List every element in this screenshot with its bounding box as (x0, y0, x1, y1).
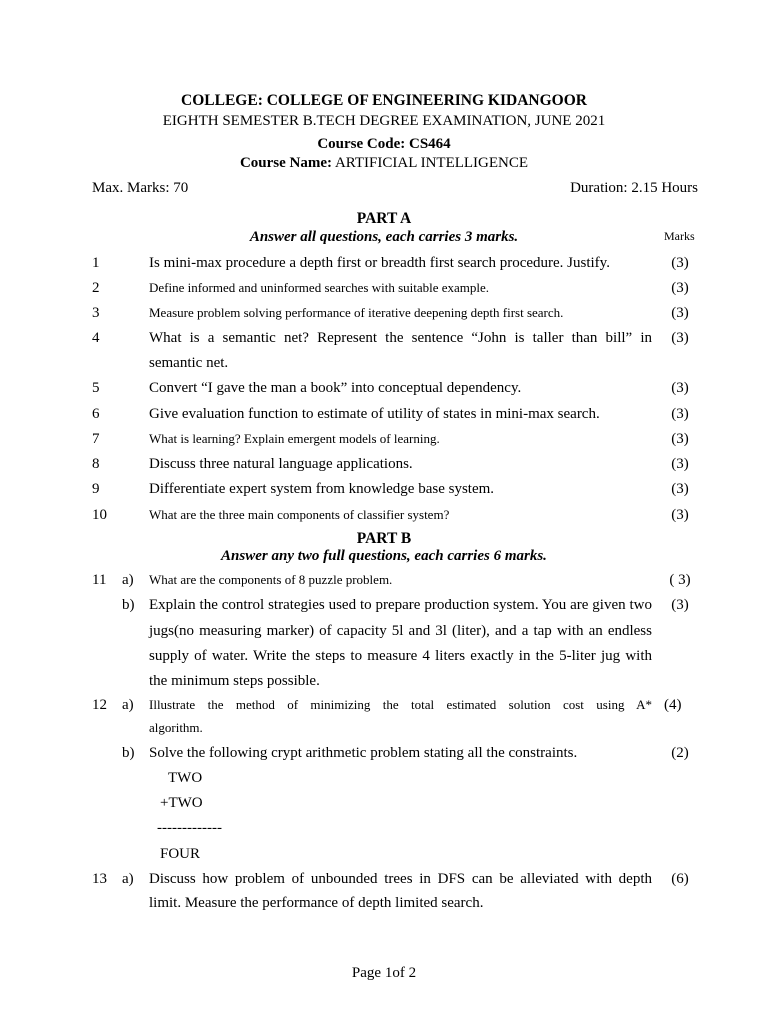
question-marks: ( 3) (669, 572, 691, 588)
part-a-instruction: Answer all questions, each carries 3 marks. (249, 229, 519, 245)
part-a-title: PART A (356, 210, 412, 227)
question-marks: (3) (671, 481, 689, 497)
question-marks: (3) (671, 431, 689, 447)
page-number: Page 1of 2 (351, 965, 417, 981)
puzzle-line: TWO (168, 770, 203, 786)
question-marks: (6) (671, 871, 689, 887)
question-number: 13 (92, 871, 107, 887)
question-marks: (3) (671, 255, 689, 271)
question-text-continued: algorithm. (149, 720, 203, 735)
question-number: 5 (92, 380, 100, 396)
subquestion-label: b) (122, 597, 135, 613)
max-marks: Max. Marks: 70 (92, 180, 189, 196)
question-number: 2 (92, 280, 100, 296)
question-text: Is mini-max procedure a depth first or breadth first search procedure. Justify. (149, 255, 610, 271)
question-text-continued: the minimum steps possible. (149, 673, 320, 689)
question-number: 1 (92, 255, 100, 271)
question-marks: (3) (671, 507, 689, 523)
question-marks: (3) (671, 305, 689, 321)
question-marks: (2) (671, 745, 689, 761)
question-number: 4 (92, 330, 100, 346)
course-code-value: CS464 (408, 136, 451, 152)
question-text-continued: limit. Measure the performance of depth limited search. (149, 895, 484, 911)
question-number: 7 (92, 431, 100, 447)
question-number: 6 (92, 406, 100, 422)
question-text-continued: supply of water. Write the steps to measure 4 liters exactly in the 5-liter jug with (149, 648, 652, 664)
course-name-label: Course Name: (239, 155, 333, 171)
question-number: 12 (92, 697, 107, 713)
part-b-instruction: Answer any two full questions, each carries 6 marks. (221, 548, 547, 564)
question-text: Give evaluation function to estimate of utility of states in mini-max search. (149, 406, 600, 422)
question-text: Convert “I gave the man a book” into conceptual dependency. (149, 380, 522, 396)
question-marks: (3) (671, 380, 689, 396)
question-number: 8 (92, 456, 100, 472)
question-text: Discuss how problem of unbounded trees in DFS can be alleviated with depth (149, 871, 652, 887)
question-text: Discuss three natural language applications. (149, 456, 413, 472)
question-text: Define informed and uninformed searches with suitable example. (149, 280, 490, 295)
duration: Duration: 2.15 Hours (570, 180, 698, 196)
question-text: Differentiate expert system from knowledge base system. (149, 481, 495, 497)
question-text: What is a semantic net? Represent the sentence “John is taller than bill” in (149, 330, 652, 346)
question-number: 3 (92, 305, 100, 321)
question-number: 9 (92, 481, 100, 497)
puzzle-line: +TWO (160, 795, 203, 811)
question-marks: (3) (671, 406, 689, 422)
question-number: 11 (92, 572, 107, 588)
question-text: What is learning? Explain emergent models of learning. (149, 431, 440, 446)
puzzle-separator: ------------- (157, 820, 222, 836)
puzzle-line: FOUR (160, 846, 201, 862)
question-text: Solve the following crypt arithmetic problem stating all the constraints. (149, 745, 578, 761)
subquestion-label: a) (122, 697, 134, 713)
subquestion-label: b) (122, 745, 135, 761)
question-marks: (4) (664, 697, 682, 713)
question-text: What are the components of 8 puzzle problem. (149, 572, 393, 587)
question-text: Illustrate the method of minimizing the total estimated solution cost using A* (149, 697, 652, 712)
course-name-value: ARTIFICIAL INTELLIGENCE (334, 155, 529, 171)
course-name-line (0, 155, 768, 172)
marks-header: Marks (664, 229, 695, 243)
question-text: What are the three main components of classifier system? (149, 507, 450, 522)
question-number: 10 (92, 507, 107, 523)
subquestion-label: a) (122, 871, 134, 887)
question-text: Explain the control strategies used to prepare production system. You are given two (149, 597, 652, 613)
course-code-line (0, 136, 768, 153)
question-marks: (3) (671, 597, 689, 613)
question-marks: (3) (671, 280, 689, 296)
part-b-title: PART B (356, 530, 412, 547)
college-heading: COLLEGE: COLLEGE OF ENGINEERING KIDANGOOR (181, 92, 587, 109)
exam-heading: EIGHTH SEMESTER B.TECH DEGREE EXAMINATION, JUNE 2021 (162, 113, 606, 129)
question-text: Measure problem solving performance of iterative deepening depth first search. (149, 305, 564, 320)
subquestion-label: a) (122, 572, 134, 588)
question-marks: (3) (671, 456, 689, 472)
question-text-continued: jugs(no measuring marker) of capacity 5l and 3l (liter), and a tap with an endless (149, 623, 652, 639)
question-text-continued: semantic net. (149, 355, 229, 371)
question-marks: (3) (671, 330, 689, 346)
course-code-label: Course Code: (317, 136, 406, 152)
